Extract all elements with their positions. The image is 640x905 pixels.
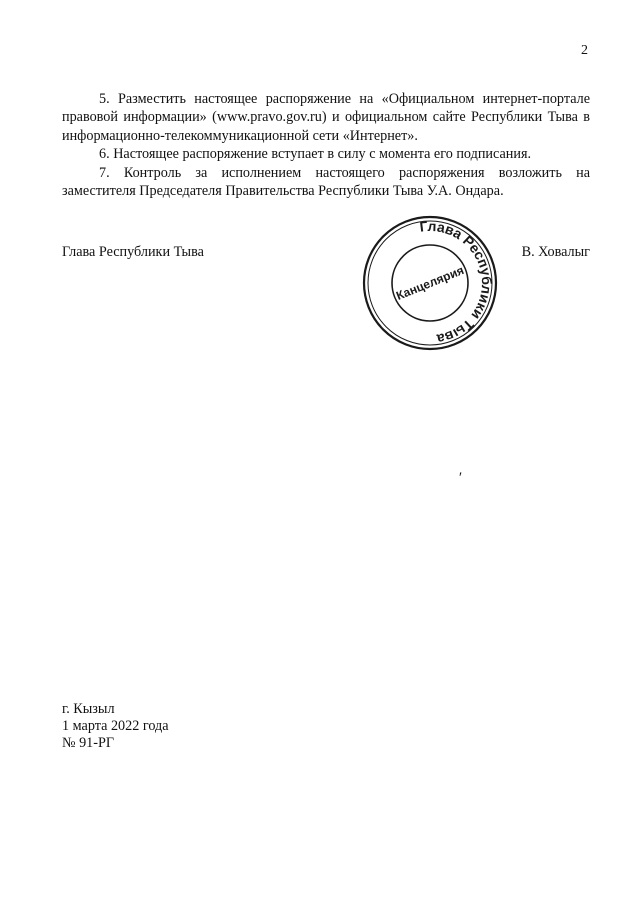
ink-mark: ′ <box>458 470 462 486</box>
office-stamp <box>360 213 500 353</box>
paragraph-7: 7. Контроль за исполнением настоящего распоряжения возложить на заместителя Председателя Правительства Республики Тыва У.А. Ондара. <box>62 164 590 200</box>
paragraph-5: 5. Разместить настоящее распоряжение на «Официальном интернет-портале правовой информации» (www.pravo.gov.ru) и официальном сайте Республики Тыва в информационно-телекоммуникационной сети «Интернет». <box>62 91 590 144</box>
stamp-center-text: Канцелярия <box>394 263 466 303</box>
footer-date: 1 марта 2022 года <box>62 718 169 734</box>
paragraph-6: 6. Настоящее распоряжение вступает в силу с момента его подписания. <box>99 146 532 163</box>
footer-number: № 91-РГ <box>62 735 115 751</box>
footer-city: г. Кызыл <box>62 701 115 717</box>
signer-name: В. Ховалыг <box>521 244 590 260</box>
page-number: 2 <box>581 43 588 58</box>
signer-position: Глава Республики Тыва <box>62 244 204 260</box>
footer-block <box>62 701 169 752</box>
document-body <box>62 90 590 200</box>
stamp-ring-text: Глава Республики Тыва <box>418 217 496 348</box>
stamp-seal <box>360 213 500 353</box>
